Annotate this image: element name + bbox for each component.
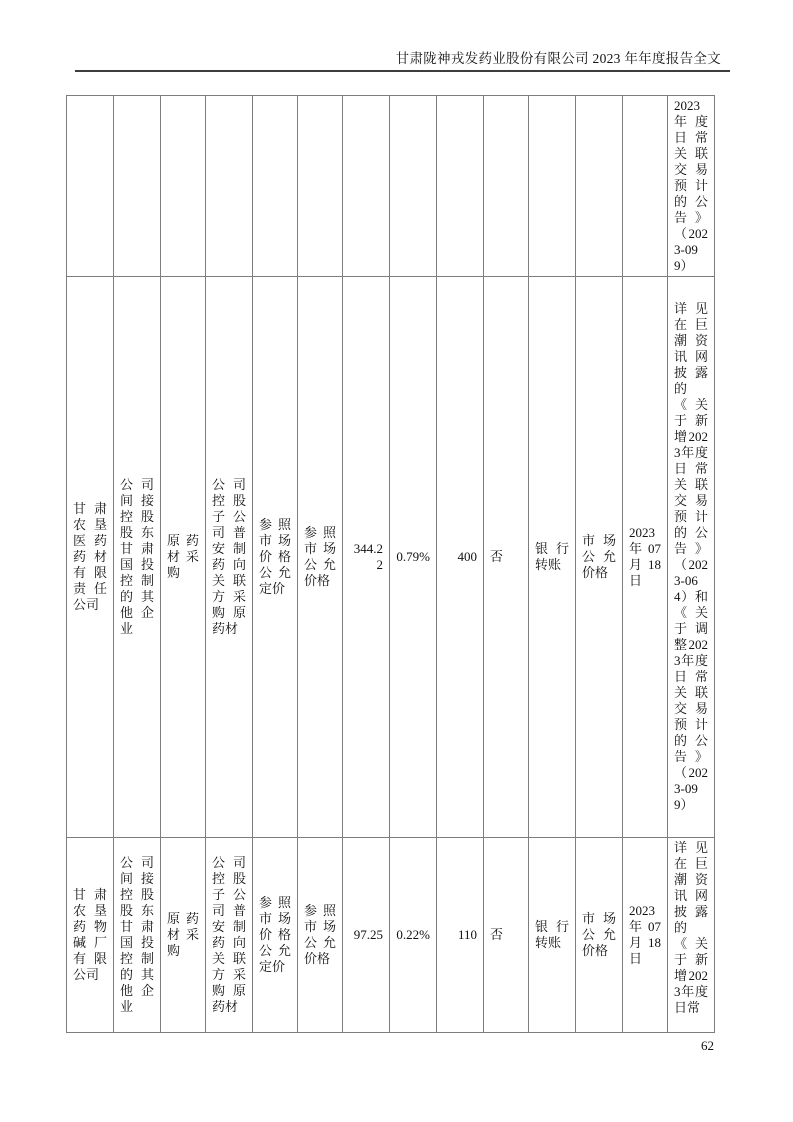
cell-transaction-type: 原药材采购 (161, 838, 206, 1033)
cell-market-price (576, 96, 623, 277)
cell-approved-quota: 400 (437, 277, 484, 838)
cell-pricing-principle (253, 96, 298, 277)
cell-relationship (114, 96, 161, 277)
cell-party: 甘肃农垦医药药材有限责任公司 (67, 277, 114, 838)
cell-approved-quota: 110 (437, 838, 484, 1033)
header-rule (75, 70, 730, 72)
cell-exceed-quota: 否 (484, 277, 529, 838)
page-number: 62 (701, 1038, 714, 1053)
cell-market-price: 市场公允价格 (576, 838, 623, 1033)
cell-transaction-content: 公司控股子公司普安制药向关联方采购原药材 (206, 838, 253, 1033)
cell-disclosure-date: 2023年07月18日 (623, 277, 668, 838)
cell-proportion (390, 96, 437, 277)
cell-disclosure-index (668, 838, 715, 1033)
cell-transaction-content (206, 96, 253, 277)
cell-transaction-type: 原药材采购 (161, 277, 206, 838)
cell-disclosure-index: 2023年度日常关联交易预计的公告》（2023-099） (668, 96, 715, 277)
cell-exceed-quota: 否 (484, 838, 529, 1033)
cell-pricing-principle: 参照市场价格公允定价 (253, 277, 298, 838)
cell-transaction-content: 公司控股子公司普安制药向关联方采购原药材 (206, 277, 253, 838)
cell-proportion: 0.79% (390, 277, 437, 838)
cell-settlement-method: 银行转账 (529, 838, 576, 1033)
cell-transaction-price (298, 96, 343, 277)
page-header-title: 甘肃陇神戎发药业股份有限公司 2023 年年度报告全文 (395, 51, 721, 66)
table-row-nongken-yaowujian (67, 838, 715, 1033)
cell-pricing-principle: 参照市场价格公允定价 (253, 838, 298, 1033)
cell-disclosure-index: 详见在巨潮资讯网披露的《关于新增2023年度日常关联交易预计的公告》（2023-064）和《关于调整2023年度日常关联交易预计的公告》（2023-099） (668, 277, 715, 838)
cell-settlement-method (529, 96, 576, 277)
cell-approved-quota (437, 96, 484, 277)
disclosure-index-clipped-text: 详见在巨潮资讯网披露的《关于新增2023年度日常 (674, 840, 708, 1015)
cell-transaction-price: 参照市场公允价格 (298, 838, 343, 1033)
cell-transaction-type (161, 96, 206, 277)
cell-transaction-amount: 344.22 (343, 277, 390, 838)
cell-relationship: 公司间接控股股东甘肃国投控制的其他企业 (114, 838, 161, 1033)
cell-market-price: 市场公允价格 (576, 277, 623, 838)
related-party-transactions-table (66, 95, 715, 1033)
cell-proportion: 0.22% (390, 838, 437, 1033)
cell-exceed-quota (484, 96, 529, 277)
cell-disclosure-date: 2023年07月18日 (623, 838, 668, 1033)
cell-transaction-amount: 97.25 (343, 838, 390, 1033)
cell-transaction-price: 参照市场公允价格 (298, 277, 343, 838)
table-row-continued (67, 96, 715, 277)
cell-transaction-amount (343, 96, 390, 277)
cell-disclosure-date (623, 96, 668, 277)
cell-relationship: 公司间接控股股东甘肃国投控制的其他企业 (114, 277, 161, 838)
cell-party: 甘肃农垦药物碱厂有限公司 (67, 838, 114, 1033)
cell-settlement-method: 银行转账 (529, 277, 576, 838)
cell-party (67, 96, 114, 277)
table-row-nongken-yiyao (67, 277, 715, 838)
